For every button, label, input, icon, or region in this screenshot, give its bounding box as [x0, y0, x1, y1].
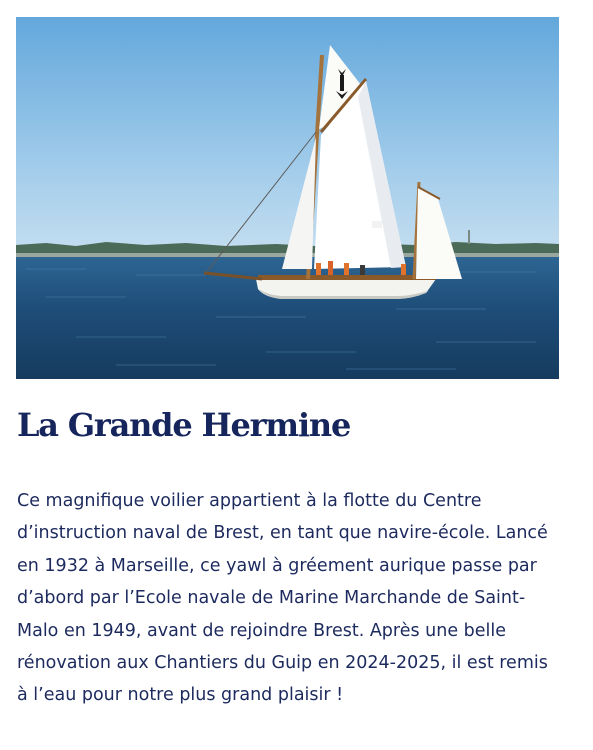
card-description: Ce magnifique voilier appartient à la flotte du Centre d’instruction naval de Brest, en tant que navire-école. Lancé en 1932 à Marseille, ce yawl à gréement aurique passe par d’abord par l’Ecole navale de Marine Marchande de Saint-Malo en 1949, avant de rejoindre Brest. Après une belle rénovation aux Chantiers du Guip en 2024-2025, il est remis à l’eau pour notre plus grand plaisir !	[17, 491, 548, 706]
ship-card	[16, 17, 559, 712]
sailboat-photo	[16, 17, 559, 379]
card-title: La Grande Hermine	[17, 406, 351, 444]
